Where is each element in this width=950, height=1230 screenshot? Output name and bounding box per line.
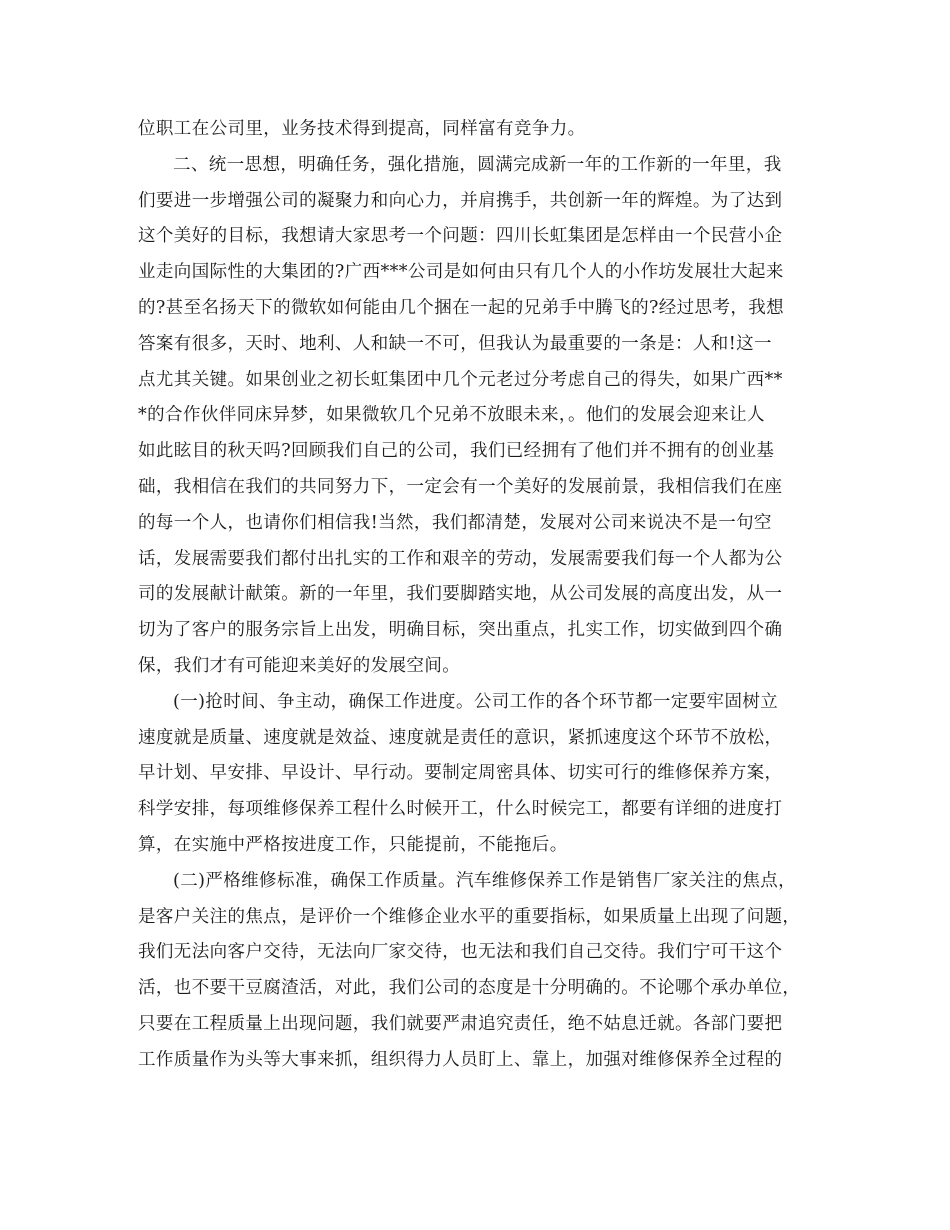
paragraph-start-line: (一)抢时间、争主动，确保工作进度。公司工作的各个环节都一定要牢固树立 bbox=[173, 691, 779, 712]
text-line: 科学安排，每项维修保养工程什么时候开工，什么时候完工，都要有详细的进度打 bbox=[138, 799, 783, 820]
text-line: 的每一个人，也请你们相信我!当然，我们都清楚，发展对公司来说决不是一句空 bbox=[138, 512, 772, 533]
text-line: 这个美好的目标，我想请大家思考一个问题：四川长虹集团是怎样由一个民营小企 bbox=[138, 226, 783, 247]
text-line: 只要在工程质量上出现问题，我们就要严肃追究责任，绝不姑息迁就。各部门要把 bbox=[138, 1013, 783, 1034]
text-line: 早计划、早安排、早设计、早行动。要制定周密具体、切实可行的维修保养方案， bbox=[138, 763, 783, 784]
text-line: 的?甚至名扬天下的微软如何能由几个捆在一起的兄弟手中腾飞的?经过思考，我想 bbox=[138, 297, 785, 318]
paragraph-start-line: 二、统一思想，明确任务，强化措施，圆满完成新一年的工作新的一年里，我 bbox=[173, 154, 782, 175]
text-line: *的合作伙伴同床异梦，如果微软几个兄弟不放眼未来，。他们的发展会迎来让人 bbox=[138, 405, 765, 426]
body-text bbox=[138, 112, 818, 1079]
text-line: 是客户关注的焦点，是评价一个维修企业水平的重要指标，如果质量上出现了问题， bbox=[138, 906, 801, 927]
paragraph-start-line: (二)严格维修标准，确保工作质量。汽车维修保养工作是销售厂家关注的焦点， bbox=[173, 870, 797, 891]
text-line: 础，我相信在我们的共同努力下，一定会有一个美好的发展前景，我相信我们在座 bbox=[138, 476, 783, 497]
text-line: 速度就是质量、速度就是效益、速度就是责任的意识，紧抓速度这个环节不放松， bbox=[138, 727, 783, 748]
text-line: 如此眩目的秋天吗?回顾我们自己的公司，我们已经拥有了他们并不拥有的创业基 bbox=[138, 441, 775, 462]
text-line: 活，也不要干豆腐渣活，对此，我们公司的态度是十分明确的。不论哪个承办单位， bbox=[138, 978, 801, 999]
text-line: 业走向国际性的大集团的?广西***公司是如何由只有几个人的小作坊发展壮大起来 bbox=[138, 262, 784, 283]
text-line: 我们无法向客户交待，无法向厂家交待，也无法和我们自己交待。我们宁可干这个 bbox=[138, 942, 783, 963]
text-line: 工作质量作为头等大事来抓，组织得力人员盯上、靠上，加强对维修保养全过程的 bbox=[138, 1049, 783, 1070]
text-line: 们要进一步增强公司的凝聚力和向心力，并肩携手，共创新一年的辉煌。为了达到 bbox=[138, 190, 783, 211]
text-line: 话，发展需要我们都付出扎实的工作和艰辛的劳动，发展需要我们每一个人都为公 bbox=[138, 548, 783, 569]
text-line: 答案有很多，天时、地利、人和缺一不可，但我认为最重要的一条是：人和!这一 bbox=[138, 333, 772, 354]
text-line: 司的发展献计献策。新的一年里，我们要脚踏实地，从公司发展的高度出发，从一 bbox=[138, 584, 783, 605]
text-line: 算，在实施中严格按进度工作，只能提前，不能拖后。 bbox=[138, 834, 568, 855]
text-line: 位职工在公司里，业务技术得到提高，同样富有竞争力。 bbox=[138, 119, 586, 139]
text-line: 保，我们才有可能迎来美好的发展空间。 bbox=[138, 655, 461, 676]
text-line: 点尤其关键。如果创业之初长虹集团中几个元老过分考虑自己的得失，如果广西** bbox=[138, 369, 783, 390]
text-line: 切为了客户的服务宗旨上出发，明确目标，突出重点，扎实工作，切实做到四个确 bbox=[138, 620, 783, 641]
